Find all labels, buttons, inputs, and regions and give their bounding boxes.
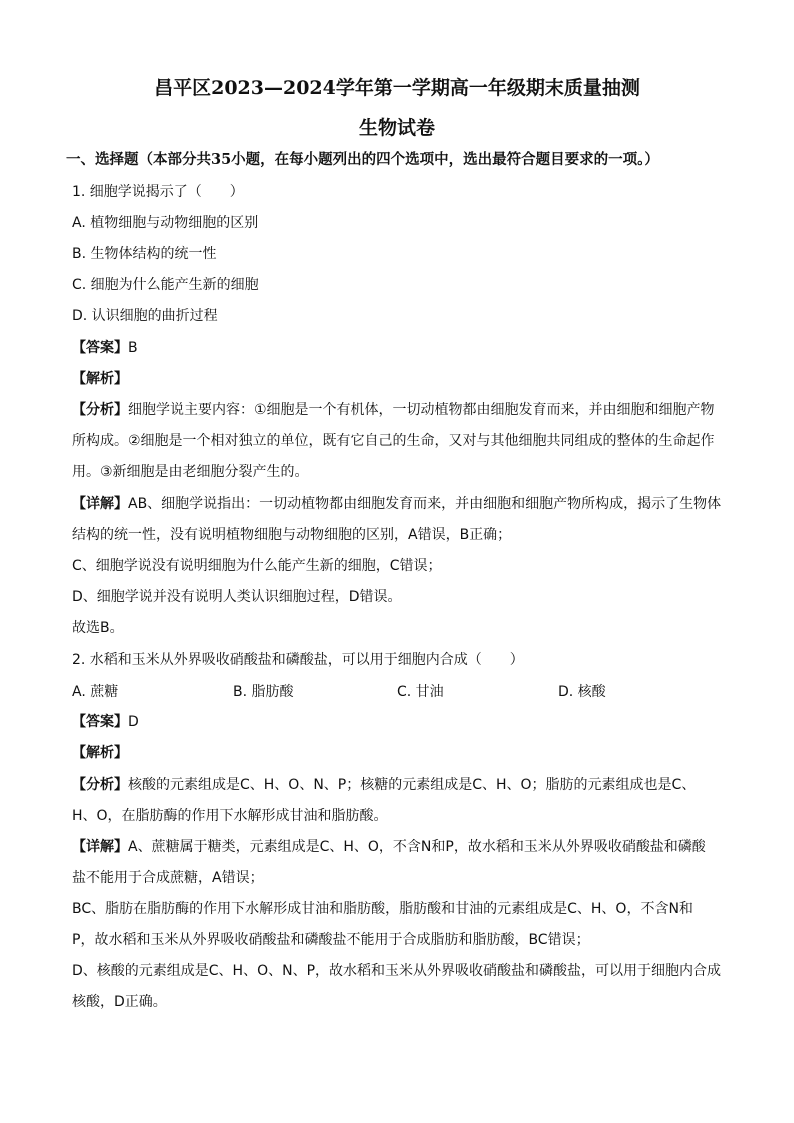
- q1-fenxi-line-2: 所构成。②细胞是一个相对独立的单位，既有它自己的生命，又对与其他细胞共同组成的整体的生命起作: [72, 433, 715, 449]
- q1-stem: 1. 细胞学说揭示了（ ）: [72, 184, 244, 200]
- q1-xiangjie-line-4: D、细胞学说并没有说明人类认识细胞过程，D错误。: [72, 589, 402, 605]
- q2-xiangjie-line-4: P，故水稻和玉米从外界吸收硝酸盐和磷酸盐不能用于合成脂肪和脂肪酸，BC错误；: [72, 932, 590, 948]
- q1-answer: B: [128, 340, 138, 356]
- q1-option-b: B. 生物体结构的统一性: [72, 246, 217, 262]
- q2-xiangjie-line-5: D、核酸的元素组成是C、H、O、N、P，故水稻和玉米从外界吸收硝酸盐和磷酸盐，可以用于细胞内合成: [72, 963, 722, 979]
- q1-xiangjie-text: AB、细胞学说指出：一切动植物都由细胞发育而来，并由细胞和细胞产物所构成，揭示了生物体: [128, 496, 722, 512]
- q2-xiangjie-line-3: BC、脂肪在脂肪酶的作用下水解形成甘油和脂肪酸，脂肪酸和甘油的元素组成是C、H、O，不含N和: [72, 901, 693, 917]
- q1-option-a: A. 植物细胞与动物细胞的区别: [72, 215, 259, 231]
- q2-analysis-tag: 【解析】: [72, 745, 128, 761]
- q2-fenxi-line-1: [72, 775, 695, 795]
- q1-fenxi-line-1: [72, 400, 715, 420]
- q2-option-b: B. 脂肪酸: [233, 684, 294, 700]
- q2-option-d: D. 核酸: [558, 684, 606, 700]
- q2-xiangjie-text: A、蔗糖属于糖类，元素组成是C、H、O，不含N和P，故水稻和玉米从外界吸收硝酸盐和磷酸: [128, 839, 706, 855]
- q2-fenxi-text: 核酸的元素组成是C、H、O、N、P；核糖的元素组成是C、H、O；脂肪的元素组成也是C、: [128, 777, 696, 793]
- page-title: 昌平区2023—2024学年第一学期高一年级期末质量抽测: [154, 77, 640, 99]
- q1-option-d: D. 认识细胞的曲折过程: [72, 308, 218, 324]
- q1-xiangjie-line-2: 结构的统一性，没有说明植物细胞与动物细胞的区别，A错误，B正确；: [72, 527, 512, 543]
- q2-xiangjie-line-1: [72, 837, 706, 857]
- answer-tag: 【答案】: [72, 714, 128, 730]
- answer-tag: 【答案】: [72, 340, 128, 356]
- q2-fenxi-line-2: H、O，在脂肪酶的作用下水解形成甘油和脂肪酸。: [72, 808, 388, 824]
- q2-answer-line: [72, 712, 139, 732]
- q1-analysis-tag: 【解析】: [72, 371, 128, 387]
- q1-fenxi-line-3: 用。③新细胞是由老细胞分裂产生的。: [72, 464, 309, 480]
- q1-xiangjie-line-1: [72, 494, 721, 514]
- q2-xiangjie-line-6: 核酸，D正确。: [72, 994, 167, 1010]
- section-heading: 一、选择题（本部分共35小题，在每小题列出的四个选项中，选出最符合题目要求的一项。）: [66, 151, 659, 168]
- xiangjie-tag: 【详解】: [72, 839, 128, 855]
- fenxi-tag: 【分析】: [72, 777, 128, 793]
- fenxi-tag: 【分析】: [72, 402, 128, 418]
- q1-xiangjie-line-5: 故选B。: [72, 620, 124, 636]
- q2-option-a: A. 蔗糖: [72, 684, 119, 700]
- q2-stem: 2. 水稻和玉米从外界吸收硝酸盐和磷酸盐，可以用于细胞内合成（ ）: [72, 652, 524, 668]
- page-subtitle: 生物试卷: [358, 117, 435, 139]
- q1-xiangjie-line-3: C、细胞学说没有说明细胞为什么能产生新的细胞，C错误；: [72, 558, 442, 574]
- q2-xiangjie-line-2: 盐不能用于合成蔗糖，A错误；: [72, 870, 264, 886]
- q2-answer: D: [128, 714, 139, 730]
- q2-option-c: C. 甘油: [397, 684, 444, 700]
- xiangjie-tag: 【详解】: [72, 496, 128, 512]
- q1-answer-line: [72, 338, 138, 358]
- q1-option-c: C. 细胞为什么能产生新的细胞: [72, 277, 259, 293]
- q1-fenxi-text: 细胞学说主要内容：①细胞是一个有机体，一切动植物都由细胞发育而来，并由细胞和细胞产物: [128, 402, 715, 418]
